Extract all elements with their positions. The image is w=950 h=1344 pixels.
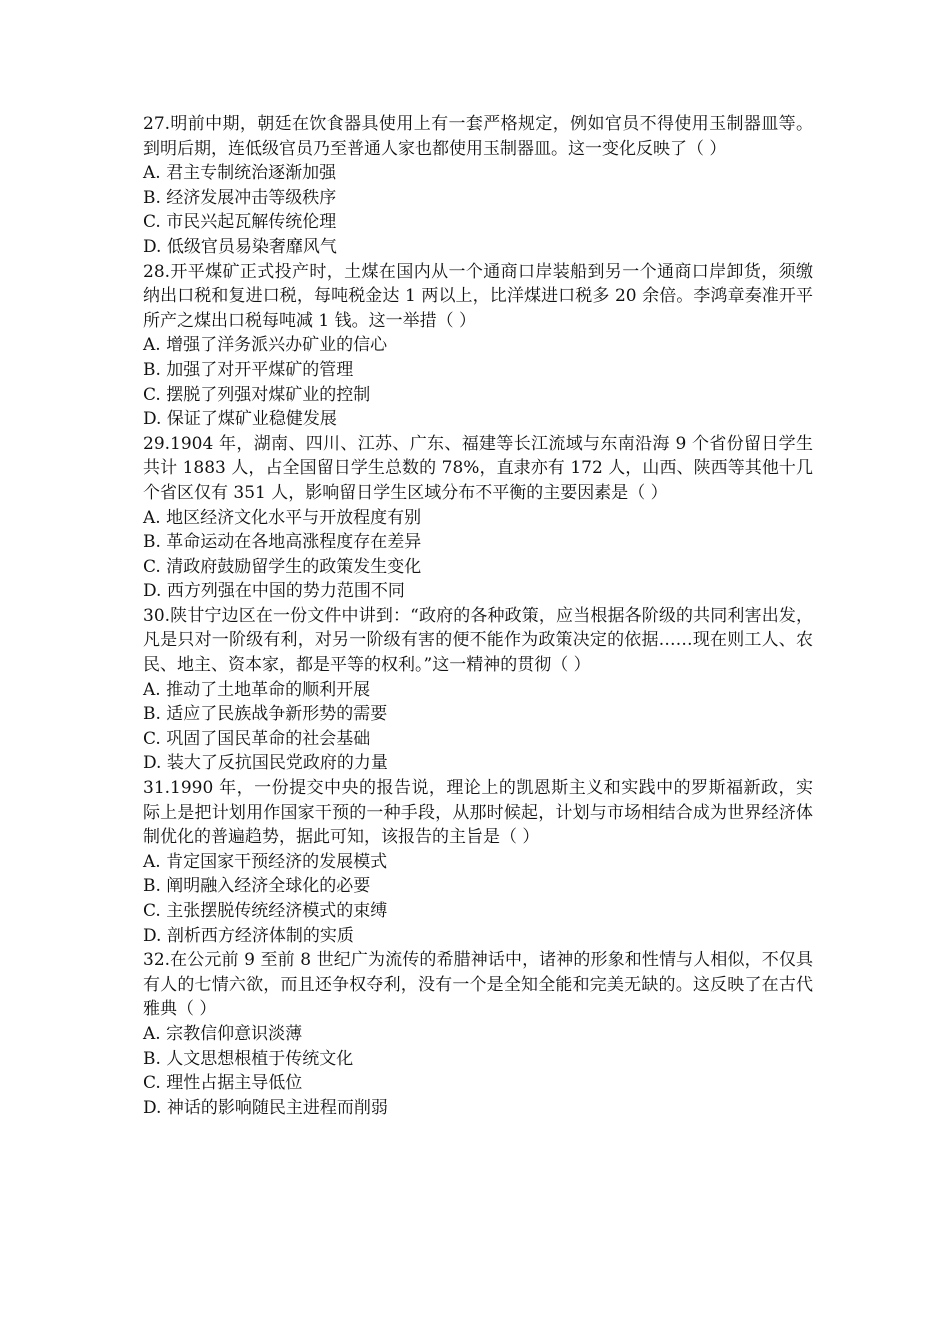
option-b: B. 革命运动在各地高涨程度存在差异 — [143, 532, 422, 553]
option-d: D. 神话的影响随民主进程而削弱 — [143, 1097, 388, 1118]
option-b: B. 经济发展冲击等级秩序 — [143, 187, 337, 208]
document-page — [143, 112, 813, 1120]
option-a: A. 君主专制统治逐渐加强 — [143, 163, 337, 184]
question-stem: 28.开平煤矿正式投产时，土煤在国内从一个通商口岸装船到另一个通商口岸卸货，须缴纳出口税和复进口税，每吨税金达 1 两以上，比洋煤进口税多 20 余倍。李鸿章奏准开平所产之煤出口税每吨减 1 钱。这一举措（ ） — [143, 261, 813, 331]
option-c: C. 清政府鼓励留学生的政策发生变化 — [143, 556, 422, 577]
question-28 — [143, 260, 813, 432]
question-stem: 29.1904 年，湖南、四川、江苏、广东、福建等长江流域与东南沿海 9 个省份留日学生共计 1883 人，占全国留日学生总数的 78%，直隶亦有 172 人，山西、陕西等其他十几个省区仅有 351 人，影响留日学生区域分布不平衡的主要因素是（ ） — [143, 433, 813, 503]
option-c: C. 巩固了国民革命的社会基础 — [143, 728, 371, 749]
option-c: C. 主张摆脱传统经济模式的束缚 — [143, 901, 388, 921]
option-d: D. 西方列强在中国的势力范围不同 — [143, 581, 405, 602]
option-c: C. 市民兴起瓦解传统伦理 — [143, 212, 337, 233]
option-a: A. 宗教信仰意识淡薄 — [143, 1023, 303, 1044]
question-27 — [143, 112, 813, 260]
option-b: B. 人文思想根植于传统文化 — [143, 1048, 354, 1069]
option-c: C. 摆脱了列强对煤矿业的控制 — [143, 384, 371, 405]
option-a: A. 肯定国家干预经济的发展模式 — [143, 851, 388, 872]
option-d: D. 装大了反抗国民党政府的力量 — [143, 753, 388, 774]
question-stem: 32.在公元前 9 至前 8 世纪广为流传的希腊神话中，诸神的形象和性情与人相似，不仅具有人的七情六欲，而且还争权夺利，没有一个是全知全能和完美无缺的。这反映了在古代雅典（ ） — [143, 950, 813, 1020]
option-d: D. 保证了煤矿业稳健发展 — [143, 409, 337, 430]
option-c: C. 理性占据主导低位 — [143, 1073, 303, 1094]
question-stem: 30.陕甘宁边区在一份文件中讲到：“政府的各种政策，应当根据各阶级的共同利害出发，凡是只对一阶级有利，对另一阶级有害的便不能作为政策决定的依据……现在则工人、农民、地主、资本家，都是平等的权利。”这一精神的贯彻（ ） — [143, 605, 813, 676]
option-a: A. 推动了土地革命的顺利开展 — [143, 679, 371, 700]
question-stem: 31.1990 年，一份提交中央的报告说，理论上的凯恩斯主义和实践中的罗斯福新政，实际上是把计划用作国家干预的一种手段，从那时候起，计划与市场相结合成为世界经济体制优化的普遍趋势，据此可知，该报告的主旨是（ ） — [143, 778, 813, 848]
option-b: B. 适应了民族战争新形势的需要 — [143, 704, 388, 725]
option-d: D. 剖析西方经济体制的实质 — [143, 925, 354, 946]
question-stem: 27.明前中期，朝廷在饮食器具使用上有一套严格规定，例如官员不得使用玉制器皿等。到明后期，连低级官员乃至普通人家也都使用玉制器皿。这一变化反映了（ ） — [143, 114, 813, 159]
option-a: A. 地区经济文化水平与开放程度有别 — [143, 507, 422, 528]
question-30 — [143, 604, 813, 776]
option-a: A. 增强了洋务派兴办矿业的信心 — [143, 335, 388, 356]
question-29 — [143, 432, 813, 604]
question-31 — [143, 776, 813, 948]
option-b: B. 阐明融入经济全球化的必要 — [143, 876, 371, 897]
option-d: D. 低级官员易染奢靡风气 — [143, 236, 337, 257]
option-b: B. 加强了对开平煤矿的管理 — [143, 359, 354, 380]
question-32 — [143, 948, 813, 1120]
